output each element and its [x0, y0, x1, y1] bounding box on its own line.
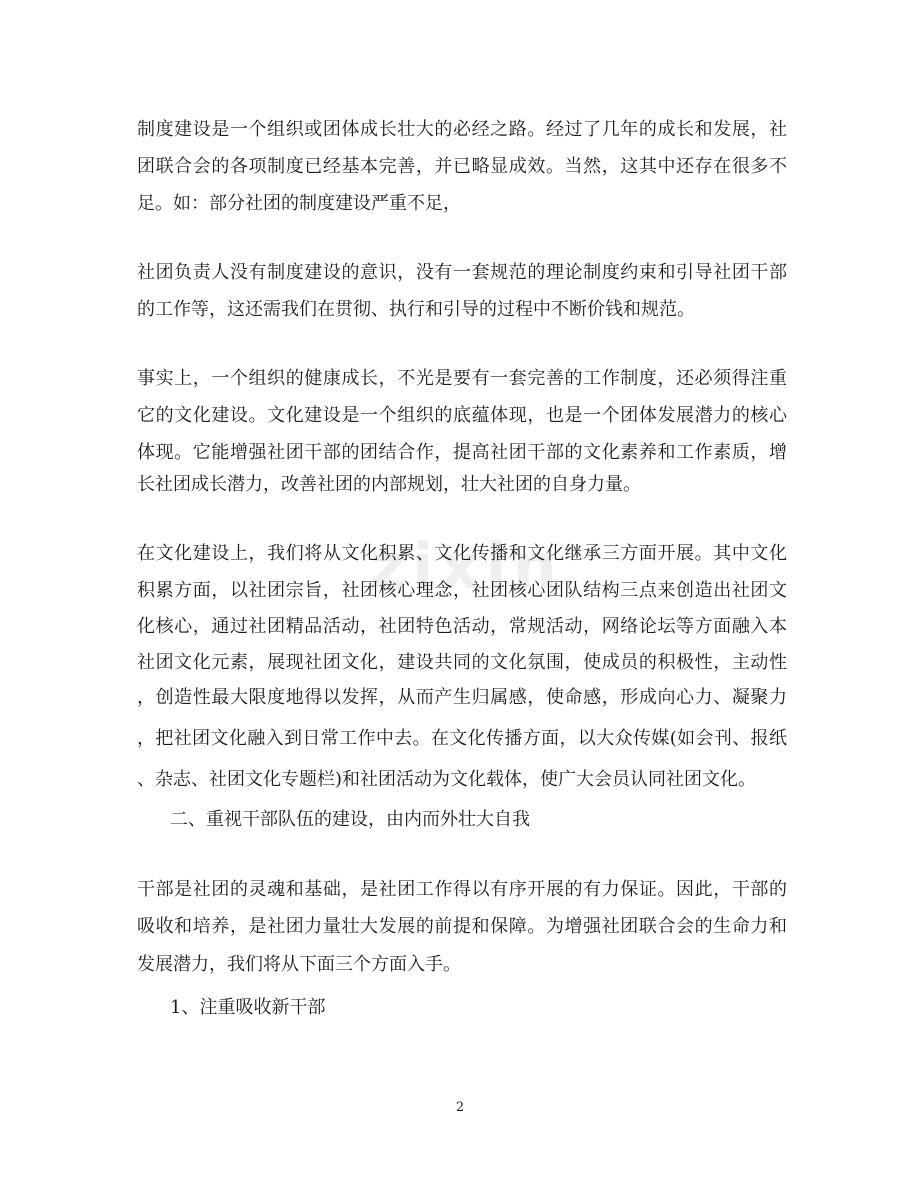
body-text-line: 社团负责人没有制度建设的意识，没有一套规范的理论制度约束和引导社团干部 [137, 262, 787, 283]
body-text-line: 体现。它能增强社团干部的团结合作，提高社团干部的文化素养和工作素质，增 [137, 442, 787, 463]
section-heading: 二、重视干部队伍的建设，由内而外壮大自我 [170, 809, 530, 830]
body-text-line: ，创造性最大限度地得以发挥，从而产生归属感，使命感，形成向心力、凝聚力 [137, 687, 787, 708]
page-number: 2 [455, 1100, 465, 1115]
body-text-line: 的工作等，这还需我们在贯彻、执行和引导的过程中不断价钱和规范。 [137, 299, 695, 320]
watermark: zixin [370, 530, 563, 603]
body-text-line: 吸收和培养，是社团力量壮大发展的前提和保障。为增强社团联合会的生命力和 [137, 916, 787, 937]
body-text-line: 、杂志、社团文化专题栏)和社团活动为文化载体，使广大会员认同社团文化。 [137, 769, 757, 790]
body-text-line: 足。如：部分社团的制度建设严重不足， [137, 193, 461, 214]
body-text-line: 制度建设是一个组织或团体成长壮大的必经之路。经过了几年的成长和发展，社 [137, 119, 787, 140]
body-text-line: ，把社团文化融入到日常工作中去。在文化传播方面，以大众传媒(如会刊、报纸 [137, 728, 787, 749]
body-text-line: 干部是社团的灵魂和基础，是社团工作得以有序开展的有力保证。因此，干部的 [137, 879, 787, 900]
body-text-line: 它的文化建设。文化建设是一个组织的底蕴体现，也是一个团体发展潜力的核心 [137, 405, 787, 426]
body-text-line: 事实上，一个组织的健康成长，不光是要有一套完善的工作制度，还必须得注重 [137, 368, 787, 389]
body-text-line: 积累方面，以社团宗旨，社团核心理念，社团核心团队结构三点来创造出社团文 [137, 580, 787, 601]
body-text-line: 在文化建设上，我们将从文化积累、文化传播和文化继承三方面开展。其中文化 [137, 543, 787, 564]
body-text-line: 社团文化元素，展现社团文化，建设共同的文化氛围，使成员的积极性，主动性 [137, 652, 787, 673]
body-text-line: 发展潜力，我们将从下面三个方面入手。 [137, 954, 461, 975]
body-text-line: 化核心，通过社团精品活动，社团特色活动，常规活动，网络论坛等方面融入本 [137, 616, 787, 637]
subsection-heading: 1、注重吸收新干部 [170, 997, 326, 1018]
body-text-line: 长社团成长潜力，改善社团的内部规划，壮大社团的自身力量。 [137, 474, 641, 495]
body-text-line: 团联合会的各项制度已经基本完善，并已略显成效。当然，这其中还存在很多不 [137, 156, 787, 177]
